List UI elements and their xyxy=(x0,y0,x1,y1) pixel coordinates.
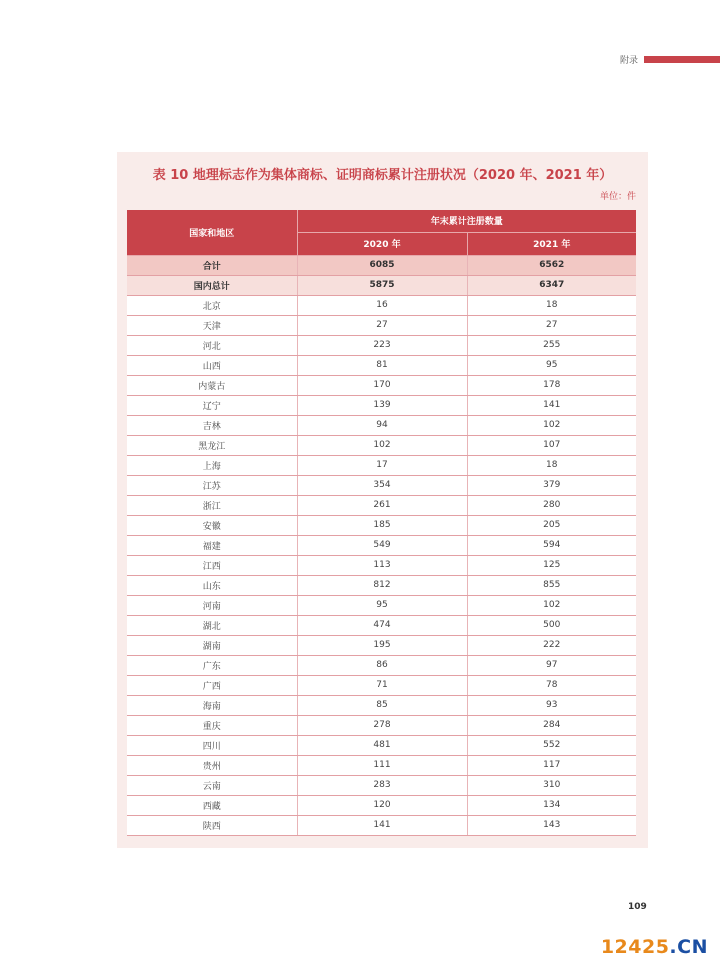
region-cell: 安徽 xyxy=(127,515,297,535)
value-2021-cell: 95 xyxy=(467,355,636,375)
table-row xyxy=(127,515,636,535)
region-cell: 贵州 xyxy=(127,755,297,775)
value-2020-cell: 85 xyxy=(297,695,467,715)
region-cell: 重庆 xyxy=(127,715,297,735)
value-2020-cell: 185 xyxy=(297,515,467,535)
domestic-label: 国内总计 xyxy=(127,275,297,295)
region-cell: 辽宁 xyxy=(127,395,297,415)
header-2021: 2021 年 xyxy=(467,232,636,255)
registration-table xyxy=(127,210,636,836)
table-row xyxy=(127,335,636,355)
region-cell: 黑龙江 xyxy=(127,435,297,455)
table-row xyxy=(127,675,636,695)
value-2020-cell: 195 xyxy=(297,635,467,655)
site-watermark xyxy=(601,936,708,958)
table-row xyxy=(127,635,636,655)
header-2020: 2020 年 xyxy=(297,232,467,255)
region-cell: 四川 xyxy=(127,735,297,755)
value-2021-cell: 134 xyxy=(467,795,636,815)
value-2021-cell: 205 xyxy=(467,515,636,535)
section-accent-bar xyxy=(644,56,720,63)
value-2021-cell: 594 xyxy=(467,535,636,555)
table-title: 表 10 地理标志作为集体商标、证明商标累计注册状况（2020 年、2021 年） xyxy=(152,168,613,183)
table-row xyxy=(127,535,636,555)
value-2020-cell: 27 xyxy=(297,315,467,335)
value-2021-cell: 93 xyxy=(467,695,636,715)
region-cell: 山东 xyxy=(127,575,297,595)
table-row xyxy=(127,295,636,315)
value-2020-cell: 170 xyxy=(297,375,467,395)
value-2021-cell: 117 xyxy=(467,755,636,775)
value-2021-cell: 500 xyxy=(467,615,636,635)
table-row xyxy=(127,795,636,815)
watermark-domain: .CN xyxy=(669,936,708,958)
table-row xyxy=(127,455,636,475)
section-label: 附录 xyxy=(619,55,638,66)
table-row xyxy=(127,655,636,675)
value-2021-cell: 27 xyxy=(467,315,636,335)
table-row xyxy=(127,315,636,335)
watermark-number: 12425 xyxy=(600,936,670,958)
table-row xyxy=(127,595,636,615)
value-2020-cell: 94 xyxy=(297,415,467,435)
value-2021-cell: 143 xyxy=(467,815,636,835)
region-cell: 广东 xyxy=(127,655,297,675)
header-region: 国家和地区 xyxy=(127,210,297,255)
region-cell: 陕西 xyxy=(127,815,297,835)
value-2021-cell: 855 xyxy=(467,575,636,595)
value-2021-cell: 141 xyxy=(467,395,636,415)
region-cell: 内蒙古 xyxy=(127,375,297,395)
section-header xyxy=(620,52,720,66)
table-row xyxy=(127,755,636,775)
region-cell: 吉林 xyxy=(127,415,297,435)
value-2021-cell: 310 xyxy=(467,775,636,795)
region-cell: 北京 xyxy=(127,295,297,315)
value-2020-cell: 16 xyxy=(297,295,467,315)
value-2020-cell: 71 xyxy=(297,675,467,695)
total-2021: 6562 xyxy=(467,255,636,275)
value-2020-cell: 81 xyxy=(297,355,467,375)
value-2021-cell: 552 xyxy=(467,735,636,755)
value-2020-cell: 549 xyxy=(297,535,467,555)
value-2020-cell: 283 xyxy=(297,775,467,795)
table-row xyxy=(127,735,636,755)
total-row xyxy=(127,255,636,275)
value-2020-cell: 141 xyxy=(297,815,467,835)
value-2021-cell: 102 xyxy=(467,595,636,615)
table-row xyxy=(127,495,636,515)
region-cell: 云南 xyxy=(127,775,297,795)
domestic-total-row xyxy=(127,275,636,295)
region-cell: 湖南 xyxy=(127,635,297,655)
value-2020-cell: 113 xyxy=(297,555,467,575)
value-2020-cell: 223 xyxy=(297,335,467,355)
total-label: 合计 xyxy=(127,255,297,275)
table-row xyxy=(127,555,636,575)
page-number: 109 xyxy=(628,902,647,912)
value-2020-cell: 261 xyxy=(297,495,467,515)
region-cell: 西藏 xyxy=(127,795,297,815)
domestic-2021: 6347 xyxy=(467,275,636,295)
region-cell: 上海 xyxy=(127,455,297,475)
value-2020-cell: 102 xyxy=(297,435,467,455)
value-2021-cell: 125 xyxy=(467,555,636,575)
total-2020: 6085 xyxy=(297,255,467,275)
value-2021-cell: 379 xyxy=(467,475,636,495)
region-cell: 江苏 xyxy=(127,475,297,495)
region-cell: 江西 xyxy=(127,555,297,575)
value-2020-cell: 120 xyxy=(297,795,467,815)
table-row xyxy=(127,575,636,595)
value-2020-cell: 17 xyxy=(297,455,467,475)
unit-label: 单位：件 xyxy=(599,192,636,202)
value-2021-cell: 280 xyxy=(467,495,636,515)
table-row xyxy=(127,475,636,495)
table-row xyxy=(127,815,636,835)
value-2020-cell: 354 xyxy=(297,475,467,495)
region-cell: 河北 xyxy=(127,335,297,355)
region-cell: 湖北 xyxy=(127,615,297,635)
value-2021-cell: 255 xyxy=(467,335,636,355)
value-2021-cell: 97 xyxy=(467,655,636,675)
region-cell: 山西 xyxy=(127,355,297,375)
value-2020-cell: 812 xyxy=(297,575,467,595)
region-cell: 福建 xyxy=(127,535,297,555)
table-row xyxy=(127,395,636,415)
value-2021-cell: 18 xyxy=(467,295,636,315)
value-2021-cell: 178 xyxy=(467,375,636,395)
table-row xyxy=(127,435,636,455)
value-2021-cell: 284 xyxy=(467,715,636,735)
value-2020-cell: 139 xyxy=(297,395,467,415)
table-row xyxy=(127,415,636,435)
region-cell: 广西 xyxy=(127,675,297,695)
value-2020-cell: 111 xyxy=(297,755,467,775)
table-row xyxy=(127,715,636,735)
value-2021-cell: 78 xyxy=(467,675,636,695)
value-2020-cell: 278 xyxy=(297,715,467,735)
region-cell: 天津 xyxy=(127,315,297,335)
domestic-2020: 5875 xyxy=(297,275,467,295)
value-2021-cell: 102 xyxy=(467,415,636,435)
value-2021-cell: 107 xyxy=(467,435,636,455)
table-row xyxy=(127,695,636,715)
value-2020-cell: 474 xyxy=(297,615,467,635)
table-panel xyxy=(117,152,648,848)
value-2021-cell: 222 xyxy=(467,635,636,655)
table-row xyxy=(127,775,636,795)
value-2020-cell: 481 xyxy=(297,735,467,755)
header-year-end-count: 年末累计注册数量 xyxy=(297,210,636,232)
value-2020-cell: 86 xyxy=(297,655,467,675)
region-cell: 河南 xyxy=(127,595,297,615)
table-row xyxy=(127,355,636,375)
region-cell: 浙江 xyxy=(127,495,297,515)
value-2020-cell: 95 xyxy=(297,595,467,615)
region-cell: 海南 xyxy=(127,695,297,715)
value-2021-cell: 18 xyxy=(467,455,636,475)
table-row xyxy=(127,375,636,395)
table-row xyxy=(127,615,636,635)
